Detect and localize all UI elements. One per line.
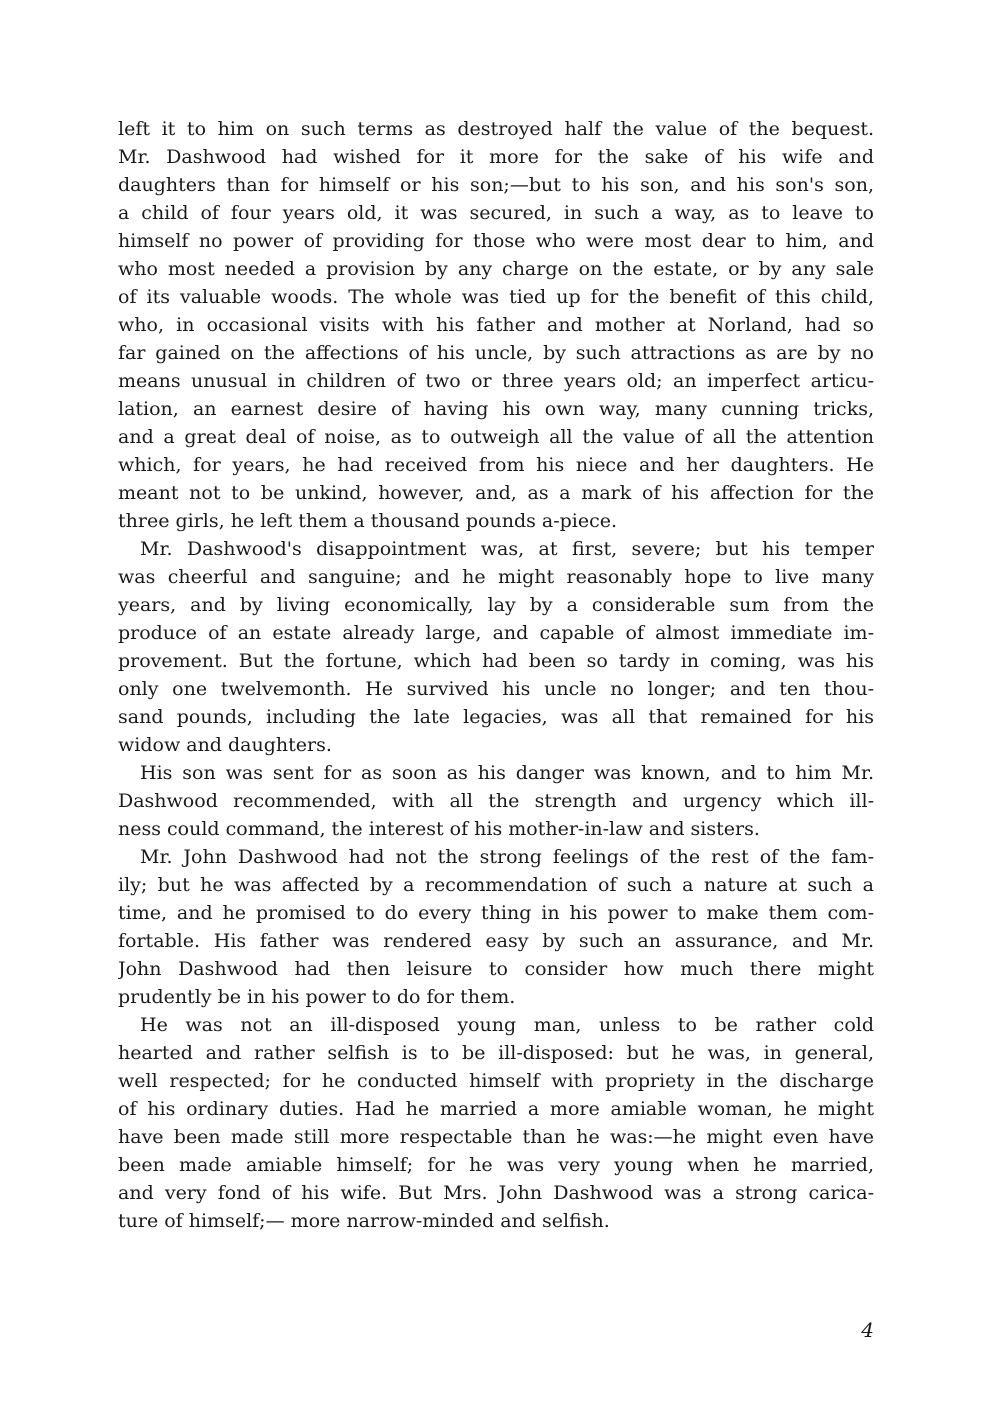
text-line: sand pounds, including the late legacies, was all that remained for his [118, 706, 874, 728]
text-line: means unusual in children of two or three years old; an imperfect articu- [118, 370, 874, 392]
text-line: lation, an earnest desire of having his own way, many cunning tricks, [118, 398, 874, 420]
text-line: time, and he promised to do every thing in his power to make them com- [118, 902, 874, 924]
text-line: which, for years, he had received from his niece and her daughters. He [118, 454, 874, 476]
text-line: been made amiable himself; for he was very young when he married, [118, 1154, 874, 1176]
paragraph [118, 843, 874, 1011]
text-line: hearted and rather selfish is to be ill-disposed: but he was, in general, [118, 1042, 874, 1064]
text-line: have been made still more respectable than he was:—he might even have [118, 1126, 874, 1148]
text-line: prudently be in his power to do for them. [118, 986, 516, 1008]
text-line: and very fond of his wife. But Mrs. John Dashwood was a strong carica- [118, 1182, 874, 1204]
text-line: left it to him on such terms as destroyed half the value of the bequest. [118, 118, 874, 140]
text-line: of his ordinary duties. Had he married a more amiable woman, he might [118, 1098, 874, 1120]
paragraph [118, 535, 874, 759]
text-line: produce of an estate already large, and capable of almost immediate im- [118, 622, 874, 644]
text-line: meant not to be unkind, however, and, as a mark of his affection for the [118, 482, 874, 504]
paragraph [118, 1011, 874, 1235]
text-line: well respected; for he conducted himself with propriety in the discharge [118, 1070, 874, 1092]
text-line: far gained on the affections of his uncle, by such attractions as are by no [118, 342, 874, 364]
text-line: daughters than for himself or his son;—but to his son, and his son's son, [118, 174, 874, 196]
text-line: Mr. Dashwood had wished for it more for the sake of his wife and [118, 146, 874, 168]
text-line: was cheerful and sanguine; and he might reasonably hope to live many [118, 566, 874, 588]
body-text [118, 115, 874, 1235]
text-line: He was not an ill-disposed young man, unless to be rather cold [140, 1014, 874, 1036]
text-line: himself no power of providing for those who were most dear to him, and [118, 230, 874, 252]
text-line: ture of himself;— more narrow-minded and selfish. [118, 1210, 610, 1232]
text-line: who most needed a provision by any charge on the estate, or by any sale [118, 258, 874, 280]
text-line: widow and daughters. [118, 734, 332, 756]
paragraph [118, 115, 874, 535]
text-line: Mr. John Dashwood had not the strong feelings of the rest of the fam- [140, 846, 874, 868]
text-line: provement. But the fortune, which had been so tardy in coming, was his [118, 650, 874, 672]
text-line: fortable. His father was rendered easy by such an assurance, and Mr. [118, 930, 874, 952]
text-line: a child of four years old, it was secured, in such a way, as to leave to [118, 202, 874, 224]
page-number: 4 [861, 1318, 874, 1342]
text-line: His son was sent for as soon as his danger was known, and to him Mr. [140, 762, 874, 784]
text-line: ily; but he was affected by a recommendation of such a nature at such a [118, 874, 874, 896]
paragraph [118, 759, 874, 843]
text-line: who, in occasional visits with his father and mother at Norland, had so [118, 314, 874, 336]
text-line: Mr. Dashwood's disappointment was, at first, severe; but his temper [140, 538, 874, 560]
text-line: of its valuable woods. The whole was tied up for the benefit of this child, [118, 286, 874, 308]
text-line: ness could command, the interest of his mother-in-law and sisters. [118, 818, 760, 840]
text-line: Dashwood recommended, with all the strength and urgency which ill- [118, 790, 874, 812]
text-line: three girls, he left them a thousand pounds a-piece. [118, 510, 618, 532]
text-line: and a great deal of noise, as to outweigh all the value of all the attention [118, 426, 874, 448]
text-line: only one twelvemonth. He survived his uncle no longer; and ten thou- [118, 678, 874, 700]
text-line: John Dashwood had then leisure to consider how much there might [118, 958, 874, 980]
text-line: years, and by living economically, lay by a considerable sum from the [118, 594, 874, 616]
